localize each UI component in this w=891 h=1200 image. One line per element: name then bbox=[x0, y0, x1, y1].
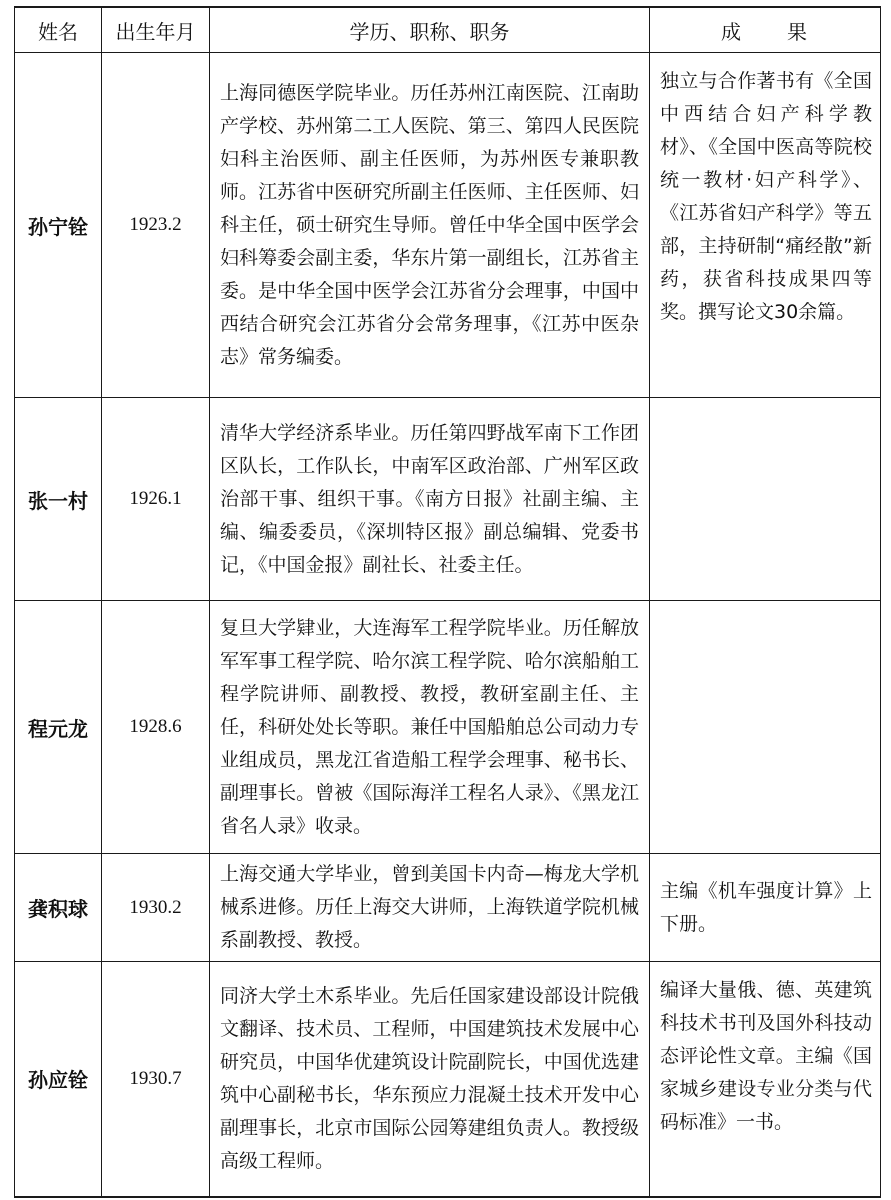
birth-date: 1923.2 bbox=[102, 53, 210, 398]
table-row bbox=[15, 854, 881, 962]
career-description: 上海交通大学毕业，曾到美国卡内奇—梅龙大学机械系进修。历任上海交大讲师，上海铁道学院机械系副教授、教授。 bbox=[210, 854, 650, 962]
table-row bbox=[15, 601, 881, 854]
person-name: 张一村 bbox=[15, 398, 102, 601]
birth-date: 1930.2 bbox=[102, 854, 210, 962]
career-description: 清华大学经济系毕业。历任第四野战军南下工作团区队长，工作队长，中南军区政治部、广州军区政治部干事、组织干事。《南方日报》社副主编、主编、编委委员，《深圳特区报》副总编辑、党委书记，《中国金报》副社长、社委主任。 bbox=[210, 398, 650, 601]
achievements-text bbox=[650, 601, 881, 854]
header-achievements: 成 果 bbox=[650, 7, 881, 53]
header-education: 学历、职称、职务 bbox=[210, 7, 650, 53]
person-name: 龚积球 bbox=[15, 854, 102, 962]
person-name: 孙应铨 bbox=[15, 962, 102, 1197]
birth-date: 1926.1 bbox=[102, 398, 210, 601]
birth-date: 1930.7 bbox=[102, 962, 210, 1197]
header-row bbox=[15, 7, 881, 53]
achievements-text bbox=[650, 398, 881, 601]
achievements-text: 编译大量俄、德、英建筑科技术书刊及国外科技动态评论性文章。主编《国家城乡建设专业分类与代码标准》一书。 bbox=[650, 962, 881, 1197]
career-description: 复旦大学肄业，大连海军工程学院毕业。历任解放军军事工程学院、哈尔滨工程学院、哈尔滨船舶工程学院讲师、副教授、教授，教研室副主任、主任，科研处处长等职。兼任中国船舶总公司动力专业组成员，黑龙江省造船工程学会理事、秘书长、副理事长。曾被《国际海洋工程名人录》、《黑龙江省名人录》收录。 bbox=[210, 601, 650, 854]
header-birth: 出生年月 bbox=[102, 7, 210, 53]
table-row bbox=[15, 962, 881, 1197]
person-name: 孙宁铨 bbox=[15, 53, 102, 398]
biography-table bbox=[14, 6, 881, 1198]
table-row bbox=[15, 398, 881, 601]
achievements-text: 主编《机车强度计算》上下册。 bbox=[650, 854, 881, 962]
career-description: 上海同德医学院毕业。历任苏州江南医院、江南助产学校、苏州第二工人医院、第三、第四人民医院妇科主治医师、副主任医师，为苏州医专兼职教师。江苏省中医研究所副主任医师、主任医师、妇科主任，硕士研究生导师。曾任中华全国中医学会妇科筹委会副主委，华东片第一副组长，江苏省主委。是中华全国中医学会江苏省分会理事，中国中西结合研究会江苏省分会常务理事，《江苏中医杂志》常务编委。 bbox=[210, 53, 650, 398]
career-description: 同济大学土木系毕业。先后任国家建设部设计院俄文翻译、技术员、工程师，中国建筑技术发展中心研究员，中国华优建筑设计院副院长，中国优选建筑中心副秘书长，华东预应力混凝土技术开发中心副理事长，北京市国际公园筹建组负责人。教授级高级工程师。 bbox=[210, 962, 650, 1197]
person-name: 程元龙 bbox=[15, 601, 102, 854]
header-name: 姓名 bbox=[15, 7, 102, 53]
table-row bbox=[15, 53, 881, 398]
achievements-text: 独立与合作著书有《全国中西结合妇产科学教材》、《全国中医高等院校统一教材·妇产科学》、《江苏省妇产科学》等五部，主持研制“痛经散”新药，获省科技成果四等奖。撰写论文30余篇。 bbox=[650, 53, 881, 398]
biography-table-page bbox=[14, 6, 880, 1198]
birth-date: 1928.6 bbox=[102, 601, 210, 854]
